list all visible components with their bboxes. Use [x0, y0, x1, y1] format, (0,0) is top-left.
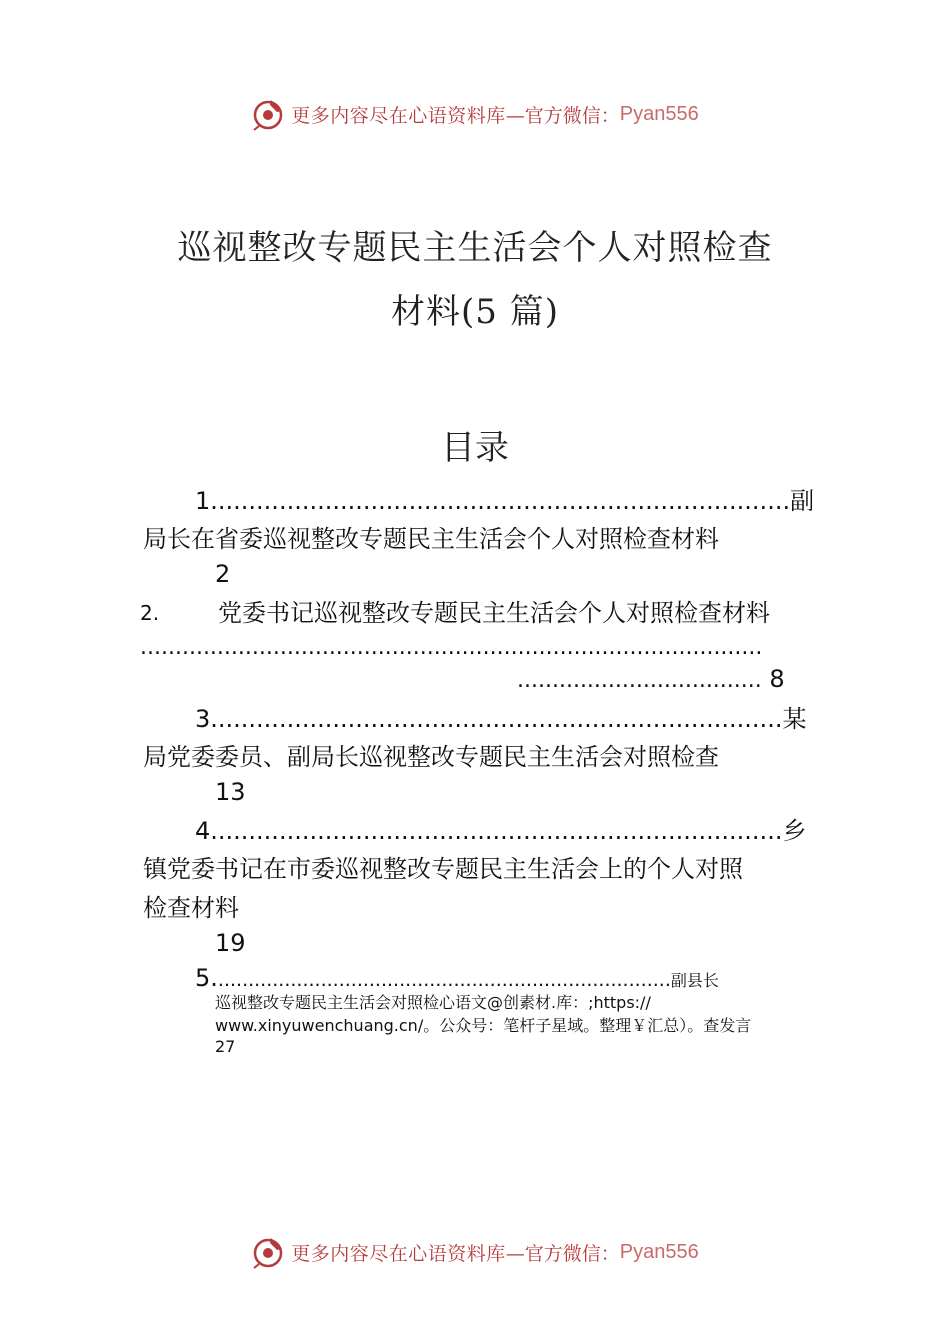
- toc-item-2-title[interactable]: 党委书记巡视整改专题民主生活会个人对照检查材料: [218, 599, 770, 627]
- toc-item-1-leader[interactable]: [195, 485, 814, 517]
- toc-item-1-dots: ...........................................................................: [217, 487, 791, 515]
- toc-heading: 目录: [441, 428, 509, 468]
- toc-item-5-note-line1[interactable]: 巡视整改专题民主生活会对照检心语文@创素材.库：;https://: [215, 993, 651, 1012]
- document-title-line1: 巡视整改专题民主生活会个人对照检查: [177, 228, 773, 268]
- toc-item-2-page: 8: [769, 665, 785, 693]
- toc-item-2-leader[interactable]: [517, 663, 785, 697]
- toc-item-5-dots: ...........................................................................: [217, 969, 671, 991]
- toc-item-1-page[interactable]: 2: [215, 560, 231, 588]
- footer-banner: [0, 1232, 950, 1272]
- banner-handle: Pyan556: [619, 1240, 699, 1263]
- banner-brand: 更多内容尽在心语资料库: [291, 104, 506, 127]
- banner-separator: —官方微信：: [505, 104, 620, 127]
- toc-item-4-leader[interactable]: [195, 815, 806, 847]
- toc-item-4-title-line2[interactable]: 检查材料: [143, 894, 239, 922]
- toc-item-1-number: 1.: [195, 487, 218, 515]
- toc-item-4-title-start: 乡: [782, 817, 807, 845]
- toc-item-3-leader[interactable]: [195, 703, 806, 735]
- toc-item-4-page[interactable]: 19: [215, 929, 246, 957]
- toc-item-3-title[interactable]: 局党委委员、副局长巡视整改专题民主生活会对照检查: [143, 743, 719, 771]
- toc-item-5-note-line2[interactable]: www.xinyuwenchuang.cn/。公众号：笔杆子星域。整理￥汇总）。查发言: [215, 1016, 752, 1035]
- toc-item-5-number: 5.: [195, 964, 218, 992]
- toc-item-2-dots-2: ...................................: [517, 668, 762, 693]
- toc-item-1-title[interactable]: 局长在省委巡视整改专题民主生活会个人对照检查材料: [143, 525, 719, 553]
- toc-item-4-dots: ..........................................................................: [217, 817, 783, 845]
- toc-item-2-number: 2.: [140, 601, 160, 625]
- banner-brand: 更多内容尽在心语资料库: [291, 1242, 506, 1265]
- toc-item-3-title-start: 某: [782, 705, 807, 733]
- toc-item-3-number: 3.: [195, 705, 218, 733]
- banner-separator: —官方微信：: [505, 1242, 620, 1265]
- toc-item-5-title-start: 副县长: [670, 971, 719, 990]
- header-banner: [0, 94, 950, 134]
- toc-item-4-title-line1[interactable]: 镇党委书记在市委巡视整改专题民主生活会上的个人对照: [143, 855, 743, 883]
- toc-item-1-title-start: 副: [790, 487, 815, 515]
- toc-item-2-dots-1: .........................................................................................: [140, 635, 763, 660]
- toc-item-3-dots: ..........................................................................: [217, 705, 783, 733]
- toc-item-4-number: 4.: [195, 817, 218, 845]
- banner-handle: Pyan556: [619, 102, 699, 125]
- document-title-line2: 材料(5 篇): [391, 292, 559, 332]
- logo-icon: [251, 96, 287, 132]
- logo-icon: [251, 1234, 287, 1270]
- toc-item-5-page[interactable]: 27: [215, 1037, 236, 1056]
- toc-item-3-page[interactable]: 13: [215, 778, 246, 806]
